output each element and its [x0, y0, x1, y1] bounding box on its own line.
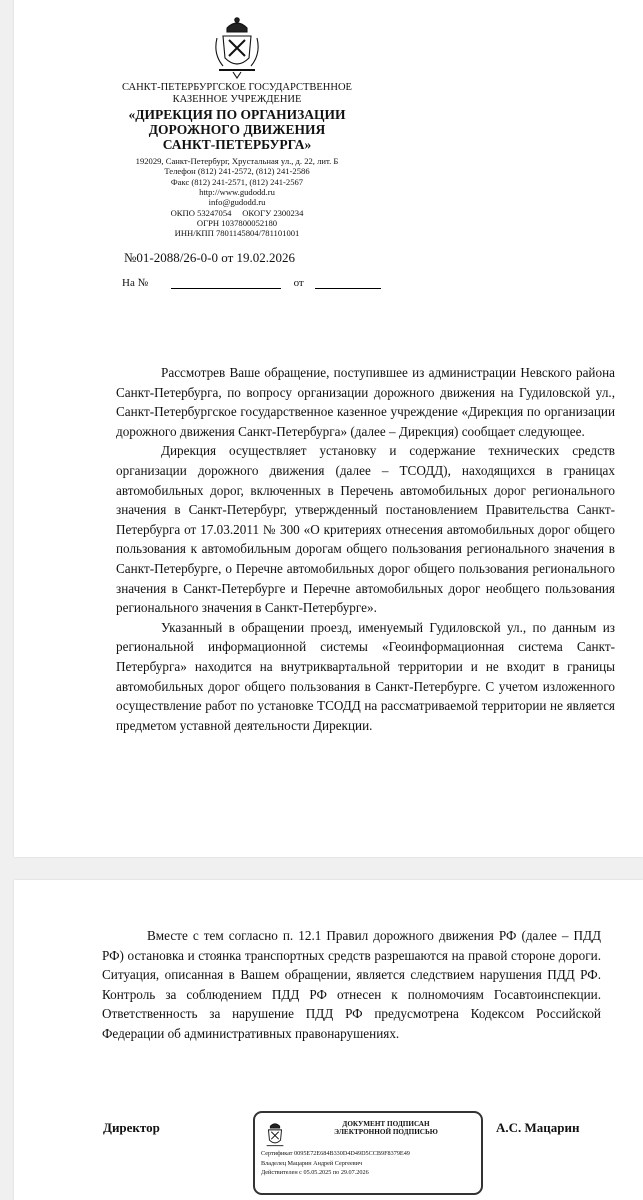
paragraph: Рассмотрев Ваше обращение, поступившее из администрации Невского района Санкт-Петербурга, по вопросу организации дорожного движения на Гудиловской ул., Санкт-Петербургское государственное казенное учреждение «Дирекция по организации дорожного движения Санкт-Петербурга» (далее – Дирекция) сообщает следующее. [116, 365, 615, 439]
coat-of-arms-icon [209, 14, 265, 80]
letter-body [116, 363, 615, 735]
letter-body-continued [102, 926, 601, 1044]
fax: Факс (812) 241-2571, (812) 241-2567 [170, 176, 304, 187]
certificate-owner: Владелец Мацарин Андрей Сергеевич [261, 1160, 363, 1167]
okpo-okogu: ОКПО 53247054 ОКОГУ 2300234 [170, 207, 304, 218]
certificate-number: Сертификат 0095E72E684B330D4D49D5CCB9F8379E49 [261, 1150, 410, 1157]
address: 192029, Санкт-Петербург, Хрустальная ул., д. 22, лит. Б [135, 156, 339, 166]
incoming-reference: На № от [122, 276, 381, 289]
incoming-date-line [315, 276, 381, 289]
signer-name: А.С. Мацарин [496, 1120, 580, 1135]
incoming-number-line [171, 276, 281, 289]
outgoing-number: №01-2088/26-0-0 от 19.02.2026 [124, 250, 296, 265]
org-type: САНКТ-ПЕТЕРБУРГСКОЕ ГОСУДАРСТВЕННОЕ КАЗЕННОЕ УЧРЕЖДЕНИЕ [122, 82, 352, 106]
email: info@gudodd.ru [208, 197, 266, 208]
document-page-1 [14, 0, 643, 857]
coat-of-arms-icon [262, 1119, 288, 1151]
paragraph: Указанный в обращении проезд, именуемый Гудиловской ул., по данным из региональной информационной системы «Геоинформационная система Санкт-Петербурга» находится на внутриквартальной территории и не входит в границы автомобильных дорог общего пользования в Санкт-Петербурге. С учетом изложенного осуществление работ по установке ТСОДД на рассматриваемой территории не является предметом уставной деятельности Дирекции. [116, 619, 615, 733]
stamp-title: ДОКУМЕНТ ПОДПИСАН ЭЛЕКТРОННОЙ ПОДПИСЬЮ [334, 1120, 438, 1137]
paragraph: Вместе с тем согласно п. 12.1 Правил дорожного движения РФ (далее – ПДД РФ) остановка и стоянка транспортных средств разрешаются на правой стороне дороги. Ситуация, описанная в Вашем обращении, является следствием нарушения ПДД РФ. Контроль за соблюдением ПДД РФ отнесен к полномочиям Госавтоинспекции. Ответственность за нарушение ПДД РФ предусмотрена Кодексом Российской Федерации об административных правонарушениях. [102, 928, 601, 1041]
website: http://www.gudodd.ru [199, 186, 275, 197]
org-name: «ДИРЕКЦИЯ ПО ОРГАНИЗАЦИИ ДОРОЖНОГО ДВИЖЕНИЯ САНКТ-ПЕТЕРБУРГА» [128, 107, 346, 153]
org-contacts [110, 156, 364, 239]
certificate-validity: Действителен с 05.05.2025 по 29.07.2026 [261, 1169, 369, 1176]
ogrn: ОГРН 1037800052180 [196, 217, 278, 228]
inn-kpp: ИНН/КПП 7801145804/781101001 [174, 228, 300, 239]
electronic-signature-stamp [253, 1111, 483, 1195]
paragraph: Дирекция осуществляет установку и содержание технических средств организации дорожного движения (далее – ТСОДД), находящихся в границах автомобильных дорог, включенных в Перечень автомобильных дорог регионального значения в Санкт-Петербург, утвержденный постановлением Правительства Санкт-Петербурга от 17.03.2011 № 300 «О критериях отнесения автомобильных дорог общего пользования к автомобильным дорогам общего пользования регионального значения в Санкт-Петербурге, о Перечне автомобильных дорог общего пользования регионального значения в Санкт-Петербурге и Перечне автомобильных дорог необщего пользования регионального значения в Санкт-Петербурге». [116, 443, 615, 616]
phone: Телефон (812) 241-2572, (812) 241-2586 [164, 166, 310, 177]
signer-position: Директор [103, 1120, 160, 1135]
